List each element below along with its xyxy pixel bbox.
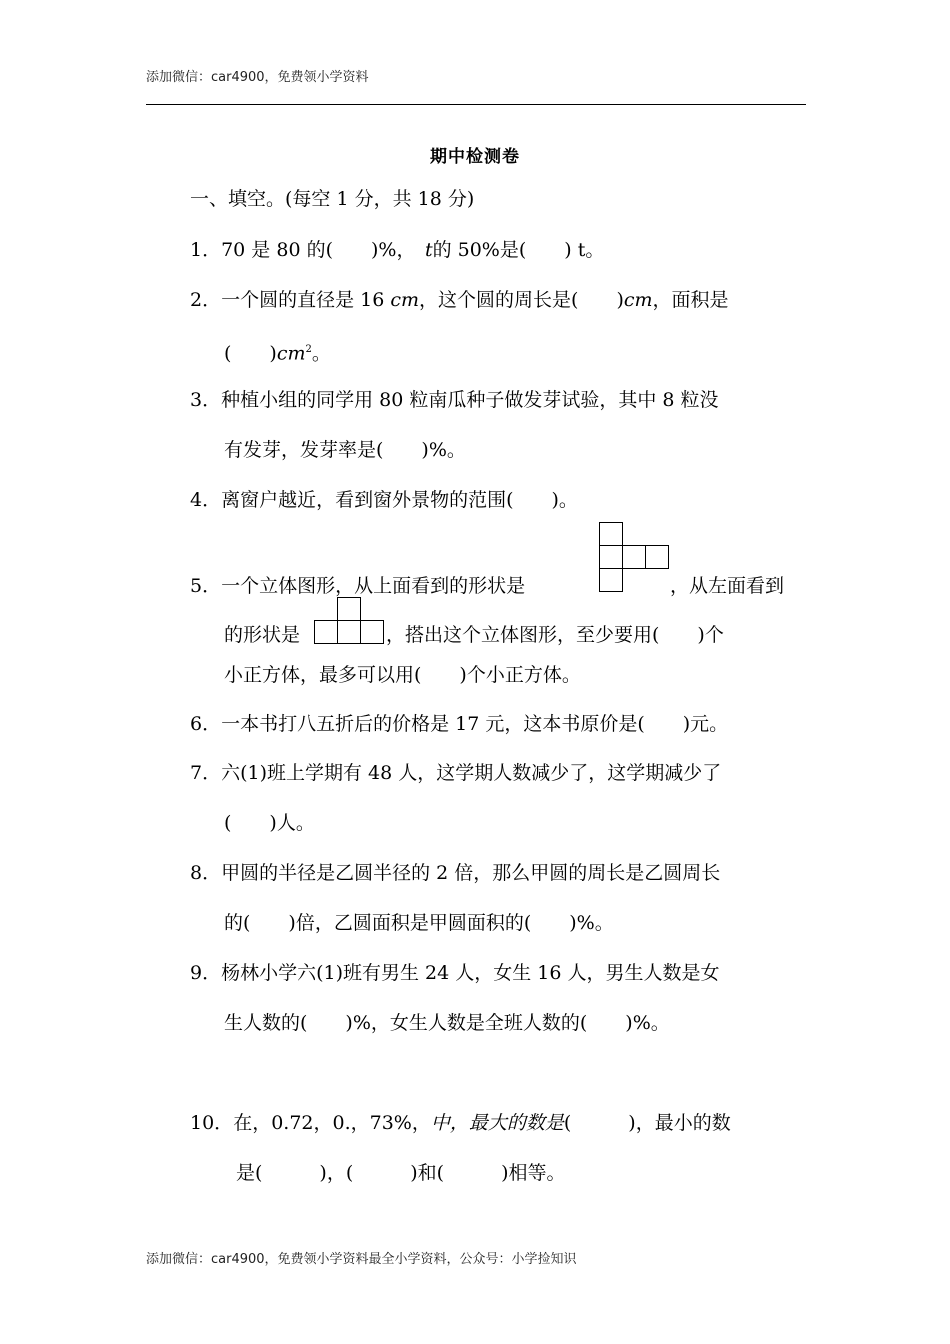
question-7-continued: ( )人。 bbox=[224, 812, 315, 834]
question-number: 9． bbox=[190, 962, 222, 984]
header-divider bbox=[146, 104, 806, 105]
question-text: 离窗户越近，看到窗外景物的范围( )。 bbox=[221, 489, 578, 511]
question-5-text-c: 的形状是 bbox=[224, 624, 301, 646]
unit-cm2: cm bbox=[276, 342, 306, 365]
question-text: ( )，最小的数 bbox=[563, 1112, 731, 1134]
top-view-figure bbox=[599, 522, 670, 594]
question-2 bbox=[190, 287, 729, 313]
question-6 bbox=[190, 711, 728, 737]
question-10 bbox=[190, 1110, 731, 1136]
question-3-continued: 有发芽，发芽率是( )%。 bbox=[224, 439, 466, 461]
question-5-text-b: ，从左面看到 bbox=[670, 575, 785, 597]
header-note: 添加微信：car4900，免费领小学资料 bbox=[146, 70, 369, 85]
question-5 bbox=[190, 573, 525, 599]
question-number: 3． bbox=[190, 389, 222, 411]
question-text: 种植小组的同学用 80 粒南瓜种子做发芽试验，其中 8 粒没 bbox=[221, 389, 719, 411]
unit-cm: cm bbox=[623, 289, 653, 311]
section-heading: 一、填空。(每空 1 分，共 18 分) bbox=[190, 188, 475, 210]
question-5-text-d: ，搭出这个立体图形，至少要用( )个 bbox=[386, 624, 724, 646]
question-number: 7． bbox=[190, 762, 222, 784]
question-7 bbox=[190, 760, 721, 786]
left-view-figure bbox=[314, 597, 385, 645]
question-text: 一个立体图形，从上面看到的形状是 bbox=[221, 575, 526, 597]
question-text: 六(1)班上学期有 48 人，这学期人数减少了，这学期减少了 bbox=[221, 762, 722, 784]
question-text: ，面积是 bbox=[652, 289, 729, 311]
question-text: 杨林小学六(1)班有男生 24 人，女生 16 人，男生人数是女 bbox=[221, 962, 720, 984]
question-8 bbox=[190, 860, 720, 886]
question-4 bbox=[190, 487, 578, 513]
footer-note: 添加微信：car4900，免费领小学资料最全小学资料，公众号：小学捡知识 bbox=[146, 1252, 577, 1267]
answer-blank: ( ) bbox=[224, 342, 277, 365]
question-text: 甲圆的半径是乙圆半径的 2 倍，那么甲圆的周长是乙圆周长 bbox=[221, 862, 721, 884]
question-8-continued: 的( )倍，乙圆面积是甲圆面积的( )%。 bbox=[224, 912, 614, 934]
question-number: 5． bbox=[190, 575, 222, 597]
question-3 bbox=[190, 387, 719, 413]
question-text: 在，0.72，0.，73%， bbox=[233, 1112, 431, 1134]
question-text: 。 bbox=[311, 342, 331, 365]
question-text: 70 是 80 的( )%， bbox=[221, 239, 425, 261]
question-number: 2． bbox=[190, 289, 222, 311]
question-text: 一本书打八五折后的价格是 17 元，这本书原价是( )元。 bbox=[221, 713, 729, 735]
question-number: 8． bbox=[190, 862, 222, 884]
question-number: 10． bbox=[190, 1112, 234, 1134]
question-number: 4． bbox=[190, 489, 222, 511]
question-9 bbox=[190, 960, 720, 986]
question-text: 的 50%是( ) t。 bbox=[432, 239, 605, 261]
question-1 bbox=[190, 237, 604, 263]
question-5-text-e: 小正方体，最多可以用( )个小正方体。 bbox=[224, 664, 581, 686]
superscript: 2 bbox=[305, 344, 312, 355]
variable-t: t bbox=[424, 239, 433, 261]
page-title: 期中检测卷 bbox=[430, 147, 520, 167]
question-9-continued: 生人数的( )%，女生人数是全班人数的( )%。 bbox=[224, 1012, 670, 1034]
question-text: ，这个圆的周长是( ) bbox=[419, 289, 624, 311]
question-text: 一个圆的直径是 16 bbox=[221, 289, 391, 311]
question-2-continued bbox=[224, 337, 331, 366]
question-10-continued: 是( )，( )和( )相等。 bbox=[236, 1162, 566, 1184]
unit-cm: cm bbox=[390, 289, 420, 311]
question-number: 6． bbox=[190, 713, 222, 735]
question-text-italic: 中，最大的数是 bbox=[430, 1112, 564, 1134]
question-number: 1． bbox=[190, 239, 222, 261]
